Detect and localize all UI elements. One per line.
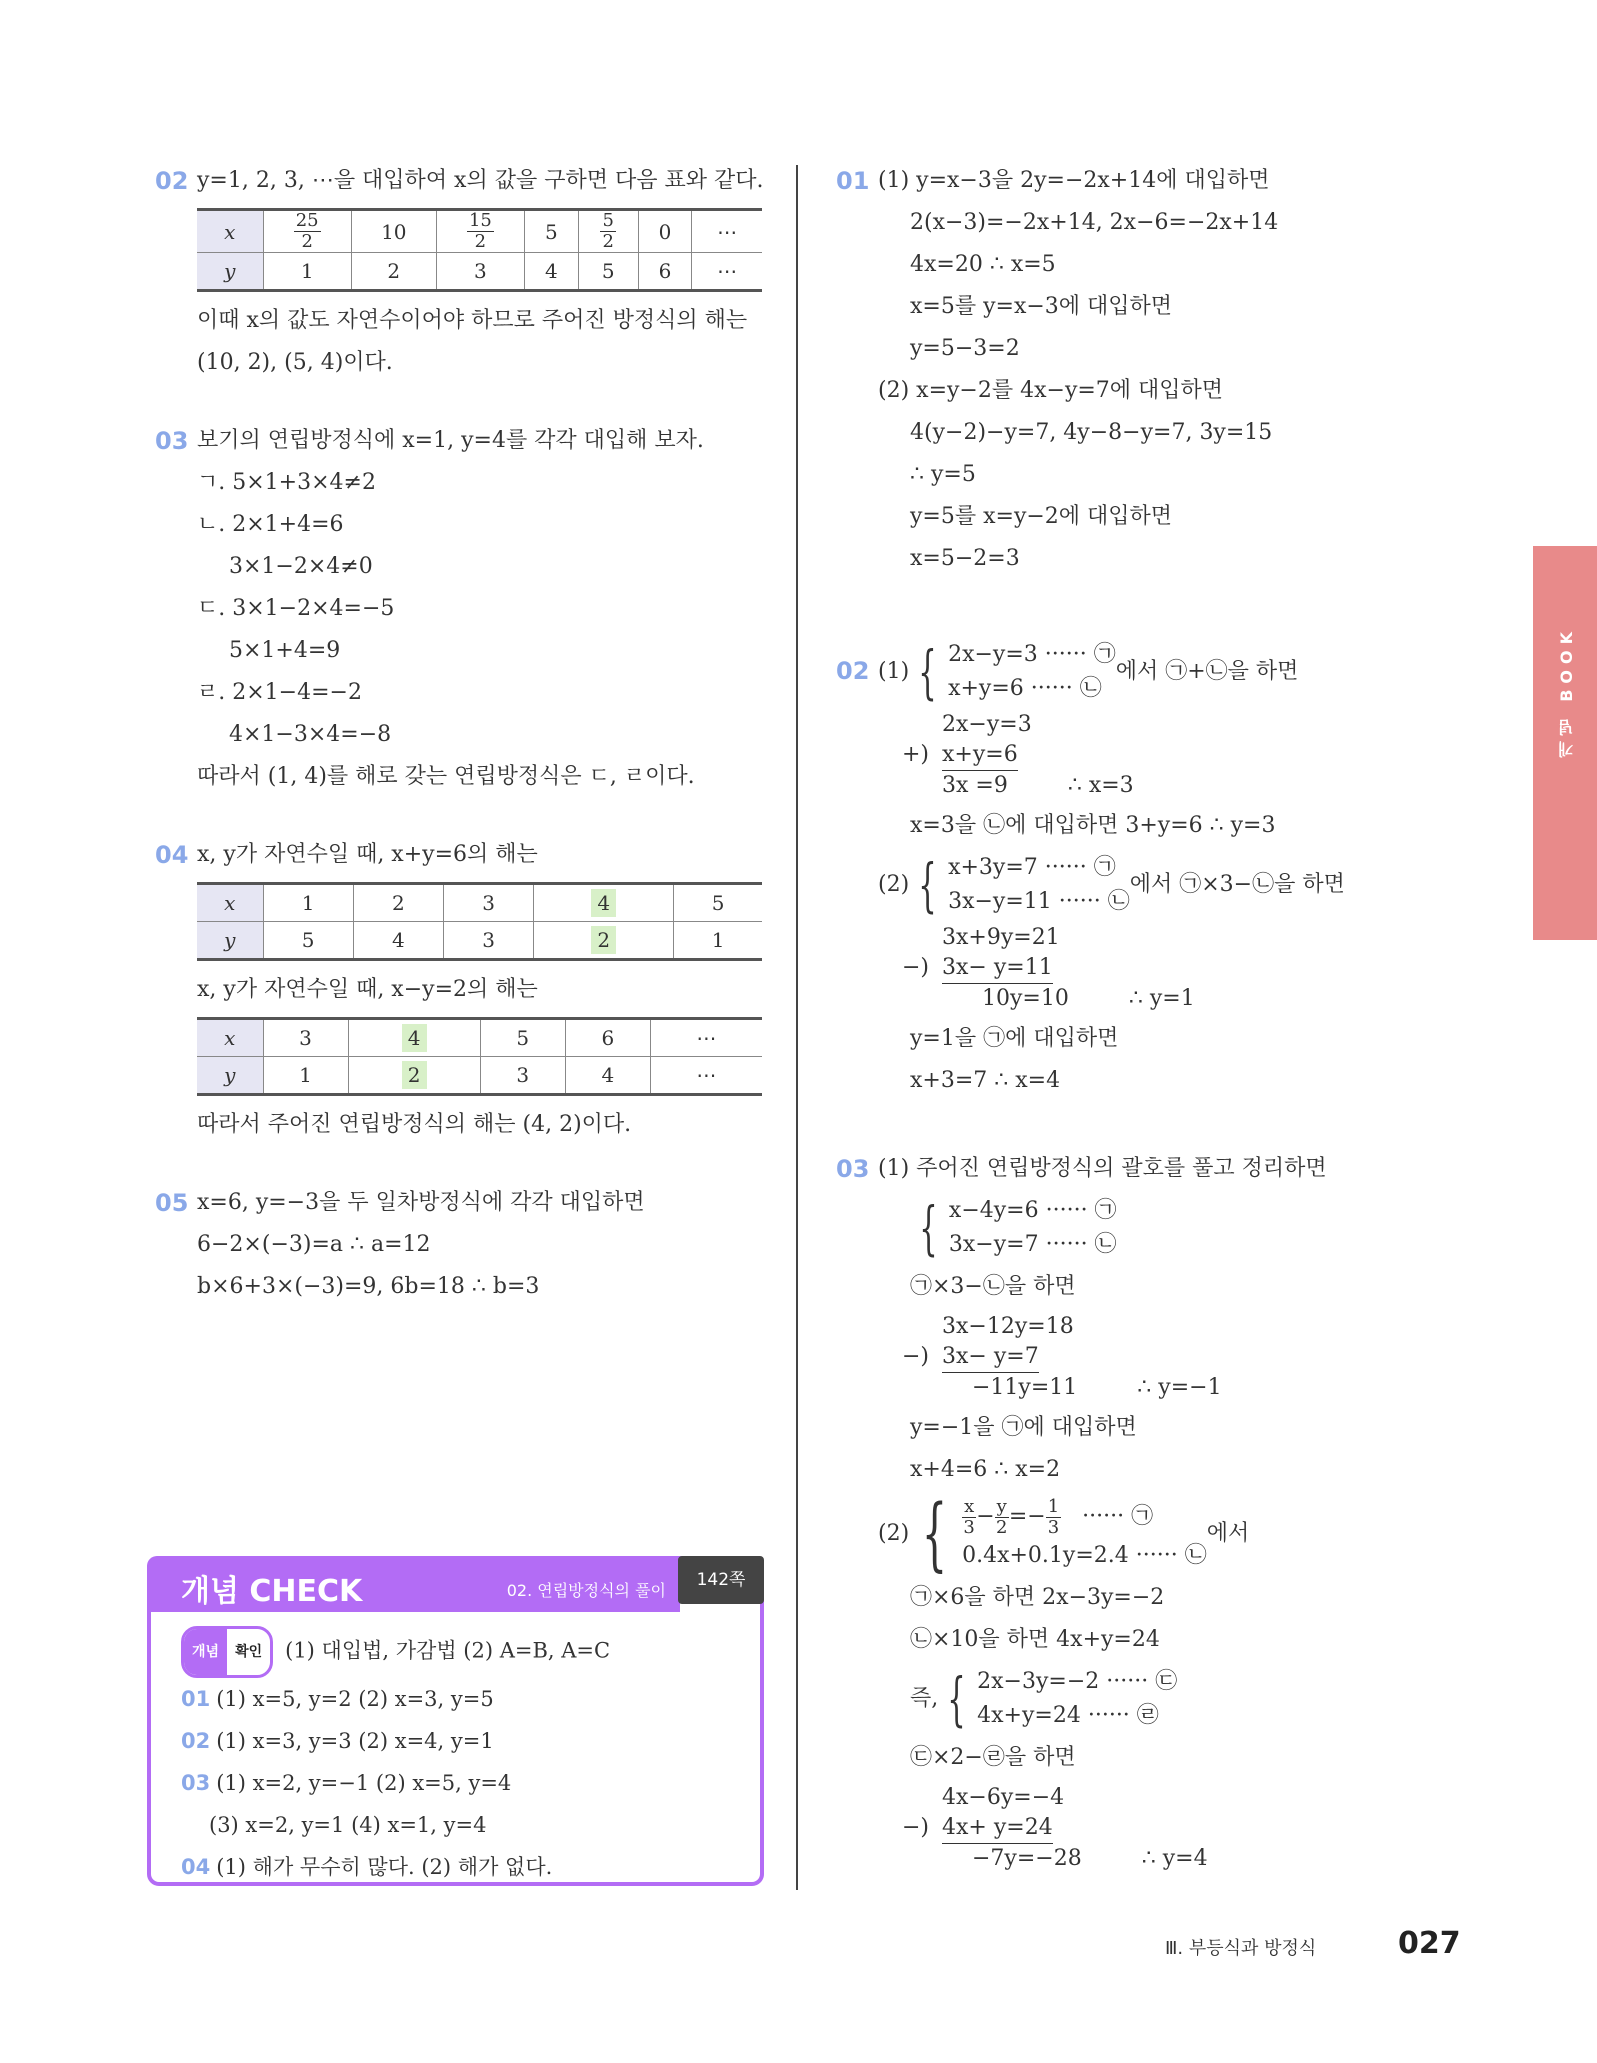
solution-line: (1) 주어진 연립방정식의 괄호를 풀고 정리하면 bbox=[878, 1156, 1327, 1181]
solution-line: 4×1−3×4=−8 bbox=[229, 722, 392, 747]
table-header-y: y bbox=[197, 253, 263, 291]
operator: − bbox=[976, 1504, 995, 1529]
item-number: 02 bbox=[181, 1729, 211, 1753]
equation-system bbox=[878, 638, 1396, 706]
solution-line: b×6+3×(−3)=9, 6b=18 ∴ b=3 bbox=[197, 1274, 540, 1299]
instruction: 에서 ㉠+㉡을 하면 bbox=[1115, 659, 1299, 684]
solution-line: 이때 x의 값도 자연수이어야 하므로 주어진 방정식의 해는 bbox=[197, 308, 748, 333]
cell-value: 2 bbox=[402, 1061, 427, 1089]
equation: 0.4x+0.1y=2.4 ······ ㉡ bbox=[962, 1543, 1207, 1568]
fraction-denominator: 3 bbox=[963, 1516, 975, 1538]
solution-line: (10, 2), (5, 4)이다. bbox=[197, 350, 393, 375]
problem-03-solution bbox=[836, 1148, 1396, 1874]
table-cell bbox=[650, 1019, 762, 1057]
equation-system bbox=[878, 1194, 1396, 1262]
item-number: 03 bbox=[181, 1771, 211, 1795]
result: 3x =9 bbox=[942, 773, 1008, 798]
operator: −) bbox=[902, 1344, 930, 1369]
operator: =− bbox=[1008, 1504, 1046, 1529]
elimination-work bbox=[902, 710, 1396, 801]
fraction-numerator: x bbox=[964, 1495, 975, 1517]
solution-line: ㄱ. 5×1+3×4≠2 bbox=[197, 470, 376, 495]
solution-line: 따라서 (1, 4)를 해로 갖는 연립방정식은 ㄷ, ㄹ이다. bbox=[197, 764, 695, 789]
equation: x−4y=6 ······ ㉠ bbox=[948, 1198, 1117, 1223]
brace-icon: { bbox=[919, 1194, 938, 1262]
table-cell: 10 bbox=[351, 210, 436, 253]
cell-value: 2 bbox=[391, 891, 405, 915]
table-cell bbox=[480, 1057, 565, 1095]
cell-value: ⋯ bbox=[696, 1063, 717, 1087]
cell-value: 4 bbox=[601, 1063, 615, 1087]
solution-line: y=5−3=2 bbox=[910, 336, 1020, 361]
fraction-denominator: 2 bbox=[602, 231, 614, 252]
table-cell: 2 bbox=[351, 253, 436, 291]
cell-value: 3 bbox=[482, 891, 495, 915]
problem-text: x, y가 자연수일 때, x−y=2의 해는 bbox=[197, 977, 538, 1002]
problem-01 bbox=[836, 160, 1396, 580]
equation: 3x−12y=18 bbox=[942, 1314, 1074, 1339]
equation: x+y=6 ······ ㉡ bbox=[948, 676, 1102, 701]
footer-section-title: Ⅲ. 부등식과 방정식 bbox=[1165, 1938, 1317, 1959]
concept-answer: (1) 대입법, 가감법 (2) A=B, A=C bbox=[285, 1638, 611, 1663]
equation: 4x+ y=24 bbox=[942, 1813, 1053, 1844]
cell-value: 5 bbox=[301, 928, 315, 952]
equation-tag: ······ ㉠ bbox=[1082, 1504, 1154, 1529]
solution-line: ㉠×3−㉡을 하면 bbox=[910, 1274, 1076, 1299]
problem-number: 03 bbox=[836, 1155, 870, 1183]
fraction-numerator: y bbox=[996, 1495, 1007, 1517]
solution-line: 6−2×(−3)=a ∴ a=12 bbox=[197, 1232, 431, 1257]
cell-value: 3 bbox=[482, 928, 495, 952]
table-cell bbox=[480, 1019, 565, 1057]
concept-check-header bbox=[147, 1556, 680, 1612]
elimination-work bbox=[902, 1783, 1396, 1874]
table-cell: ⋯ bbox=[692, 253, 762, 291]
solution-line: (2) x=y−2를 4x−y=7에 대입하면 bbox=[878, 378, 1224, 403]
cell-value: 6 bbox=[601, 1026, 615, 1050]
solution-line: ㉢×2−㉣을 하면 bbox=[910, 1745, 1076, 1770]
cell-value: 4 bbox=[391, 928, 405, 952]
cell-value: 3 bbox=[516, 1063, 530, 1087]
cell-value: 1 bbox=[301, 891, 315, 915]
operator: −) bbox=[902, 1815, 930, 1840]
table-header-x: x bbox=[197, 1019, 263, 1057]
solution-line: x=3을 ㉡에 대입하면 3+y=6 ∴ y=3 bbox=[910, 813, 1276, 838]
equation: 3x− y=11 bbox=[942, 953, 1053, 984]
elimination-work bbox=[902, 923, 1396, 1014]
item-answer: (1) x=3, y=3 (2) x=4, y=1 bbox=[216, 1729, 494, 1753]
concept-check-title: 개념 CHECK bbox=[181, 1574, 363, 1609]
instruction: 에서 bbox=[1206, 1521, 1250, 1546]
result: 10y=10 bbox=[982, 986, 1069, 1011]
solution-line: ㄷ. 3×1−2×4=−5 bbox=[197, 596, 395, 621]
solution-line: 2(x−3)=−2x+14, 2x−6=−2x+14 bbox=[910, 210, 1279, 235]
table-header-x: x bbox=[197, 210, 263, 253]
operator: +) bbox=[902, 742, 930, 767]
part-label: (2) bbox=[878, 872, 910, 897]
equation: 4x−6y=−4 bbox=[942, 1785, 1065, 1810]
equation: 3x−y=7 ······ ㉡ bbox=[948, 1232, 1117, 1257]
table-cell: 0 bbox=[638, 210, 692, 253]
solution-table-1 bbox=[197, 882, 762, 961]
equation: x+3y=7 ······ ㉠ bbox=[948, 855, 1116, 880]
fraction-denominator: 2 bbox=[474, 231, 487, 252]
table-cell: 5 bbox=[578, 253, 638, 291]
solution-line: 5×1+4=9 bbox=[229, 638, 341, 663]
solution-line: y=−1을 ㉠에 대입하면 bbox=[910, 1415, 1137, 1440]
equation: 3x−y=11 ······ ㉡ bbox=[948, 889, 1130, 914]
fraction-numerator: 1 bbox=[1047, 1495, 1060, 1517]
table-cell bbox=[443, 922, 533, 960]
solution-line: ㉠×6을 하면 2x−3y=−2 bbox=[910, 1585, 1165, 1610]
solution-line: 4(y−2)−y=7, 4y−8−y=7, 3y=15 bbox=[910, 420, 1273, 445]
cell-value: 1 bbox=[299, 1063, 312, 1087]
brace-icon: { bbox=[918, 638, 937, 706]
equation: x+y=6 bbox=[942, 740, 1018, 771]
problem-04 bbox=[155, 834, 765, 1146]
table-cell bbox=[263, 1019, 348, 1057]
table-cell bbox=[443, 884, 533, 922]
table-cell bbox=[263, 210, 351, 253]
table-cell: 3 bbox=[436, 253, 524, 291]
problem-text: y=1, 2, 3, ⋯을 대입하여 x의 값을 구하면 다음 표와 같다. bbox=[197, 168, 764, 193]
solution-line: (1) y=x−3을 2y=−2x+14에 대입하면 bbox=[878, 168, 1270, 193]
solution-line: y=1을 ㉠에 대입하면 bbox=[910, 1026, 1119, 1051]
table-header-x: x bbox=[197, 884, 263, 922]
solution-table-2 bbox=[197, 1017, 762, 1096]
solution-line: ㄴ. 2×1+4=6 bbox=[197, 512, 344, 537]
equation: 2x−3y=−2 ······ ㉢ bbox=[977, 1669, 1178, 1694]
item-number: 01 bbox=[181, 1687, 211, 1711]
problem-number: 01 bbox=[836, 167, 870, 195]
table-header-y: y bbox=[197, 922, 263, 960]
concept-confirm-badge bbox=[181, 1626, 273, 1678]
page-reference-tag: 142쪽 bbox=[678, 1556, 764, 1604]
table-cell bbox=[348, 1057, 480, 1095]
problem-text: x, y가 자연수일 때, x+y=6의 해는 bbox=[197, 842, 538, 867]
table-cell bbox=[674, 884, 762, 922]
equation: 3x+9y=21 bbox=[942, 925, 1060, 950]
page-number: 027 bbox=[1398, 1926, 1461, 1961]
badge-label-a: 개념 bbox=[184, 1629, 227, 1675]
table-cell bbox=[674, 922, 762, 960]
problem-number: 02 bbox=[836, 657, 870, 685]
solution-line: 4x=20 ∴ x=5 bbox=[910, 252, 1056, 277]
answer: ∴ y=−1 bbox=[1137, 1375, 1222, 1400]
left-column bbox=[155, 160, 765, 1308]
cell-value: 4 bbox=[591, 889, 616, 917]
fraction-denominator: 3 bbox=[1047, 1516, 1060, 1538]
table-cell bbox=[348, 1019, 480, 1057]
cell-value: 3 bbox=[299, 1026, 312, 1050]
answer: ∴ y=4 bbox=[1141, 1846, 1208, 1871]
equation-system bbox=[878, 1487, 1396, 1580]
item-answer: (1) x=2, y=−1 (2) x=5, y=4 bbox=[216, 1771, 512, 1795]
problem-05 bbox=[155, 1182, 765, 1308]
problem-text: 보기의 연립방정식에 x=1, y=4를 각각 대입해 보자. bbox=[197, 428, 704, 453]
table-cell bbox=[263, 884, 353, 922]
equation: 3x− y=7 bbox=[942, 1342, 1039, 1373]
table-cell: 5 bbox=[525, 210, 579, 253]
item-number: 04 bbox=[181, 1855, 211, 1879]
part-label: (2) bbox=[878, 1521, 910, 1546]
solution-line: 3×1−2×4≠0 bbox=[229, 554, 373, 579]
part-label: 즉, bbox=[910, 1686, 939, 1711]
problem-number: 05 bbox=[155, 1189, 189, 1217]
item-answer: (1) 해가 무수히 많다. (2) 해가 없다. bbox=[216, 1855, 553, 1879]
item-answer: (3) x=2, y=1 (4) x=1, y=4 bbox=[209, 1813, 487, 1837]
fraction-numerator: 25 bbox=[295, 210, 319, 231]
fraction-denominator: 2 bbox=[301, 231, 313, 252]
table-cell bbox=[353, 922, 443, 960]
column-divider bbox=[796, 165, 798, 1890]
badge-label-b: 확인 bbox=[227, 1629, 270, 1675]
cell-value: 1 bbox=[711, 928, 725, 952]
fraction-numerator: 5 bbox=[602, 210, 614, 231]
solution-line: ㉡×10을 하면 4x+y=24 bbox=[910, 1627, 1160, 1652]
table-cell bbox=[534, 884, 674, 922]
table-cell bbox=[565, 1057, 650, 1095]
problem-number: 02 bbox=[155, 167, 189, 195]
equation: 4x+y=24 ······ ㉣ bbox=[977, 1703, 1159, 1728]
table-header-y: y bbox=[197, 1057, 263, 1095]
right-column bbox=[836, 160, 1396, 1878]
cell-value: ⋯ bbox=[696, 1026, 717, 1050]
solution-line: 따라서 주어진 연립방정식의 해는 (4, 2)이다. bbox=[197, 1112, 632, 1137]
equation: 2x−y=3 ······ ㉠ bbox=[948, 642, 1116, 667]
part-label: (1) bbox=[878, 659, 910, 684]
problem-number: 03 bbox=[155, 427, 189, 455]
table-cell bbox=[436, 210, 524, 253]
fraction-numerator: 15 bbox=[468, 210, 492, 231]
fraction-denominator: 2 bbox=[996, 1516, 1008, 1538]
cell-value: 5 bbox=[516, 1026, 530, 1050]
result: −11y=11 bbox=[972, 1375, 1078, 1400]
equation-system bbox=[878, 851, 1396, 919]
instruction: 에서 ㉠×3−㉡을 하면 bbox=[1129, 872, 1345, 897]
table-cell bbox=[650, 1057, 762, 1095]
table-cell bbox=[263, 1057, 348, 1095]
solution-line: ㄹ. 2×1−4=−2 bbox=[197, 680, 362, 705]
problem-number: 04 bbox=[155, 841, 189, 869]
equation: 2x−y=3 bbox=[942, 712, 1032, 737]
table-cell bbox=[578, 210, 638, 253]
solution-line: x=5−2=3 bbox=[910, 546, 1020, 571]
problem-text: x=6, y=−3을 두 일차방정식에 각각 대입하면 bbox=[197, 1190, 645, 1215]
table-cell: 6 bbox=[638, 253, 692, 291]
concept-check-box bbox=[147, 1556, 764, 1886]
solution-line: x+4=6 ∴ x=2 bbox=[910, 1457, 1061, 1482]
brace-icon: { bbox=[947, 1665, 966, 1733]
concept-check-body bbox=[181, 1626, 610, 1888]
equation-system bbox=[878, 1665, 1396, 1733]
solution-line: y=5를 x=y−2에 대입하면 bbox=[910, 504, 1173, 529]
solution-line: x+3=7 ∴ x=4 bbox=[910, 1068, 1061, 1093]
operator: −) bbox=[902, 955, 930, 980]
solution-line: x=5를 y=x−3에 대입하면 bbox=[910, 294, 1173, 319]
problem-03 bbox=[155, 420, 765, 798]
answer: ∴ x=3 bbox=[1067, 773, 1134, 798]
table-cell: 1 bbox=[263, 253, 351, 291]
table-cell: 4 bbox=[525, 253, 579, 291]
cell-value: 5 bbox=[711, 891, 725, 915]
value-table bbox=[197, 208, 762, 292]
problem-02 bbox=[155, 160, 765, 384]
table-cell bbox=[565, 1019, 650, 1057]
brace-icon: { bbox=[918, 851, 937, 919]
cell-value: 4 bbox=[402, 1024, 427, 1052]
concept-check-subtitle: 02. 연립방정식의 풀이 bbox=[506, 1581, 666, 1600]
answer: ∴ y=1 bbox=[1128, 986, 1195, 1011]
table-cell: ⋯ bbox=[692, 210, 762, 253]
table-cell bbox=[263, 922, 353, 960]
result: −7y=−28 bbox=[972, 1846, 1082, 1871]
side-tab-label: 개념 BOOK bbox=[1557, 626, 1576, 758]
cell-value: 2 bbox=[591, 926, 616, 954]
problem-02-solution bbox=[836, 638, 1396, 1102]
item-answer: (1) x=5, y=2 (2) x=3, y=5 bbox=[216, 1687, 494, 1711]
solution-line: ∴ y=5 bbox=[910, 462, 976, 487]
elimination-work bbox=[902, 1312, 1396, 1403]
brace-icon: { bbox=[921, 1487, 948, 1580]
table-cell bbox=[534, 922, 674, 960]
side-tab-concept-book[interactable] bbox=[1533, 546, 1597, 940]
table-cell bbox=[353, 884, 443, 922]
